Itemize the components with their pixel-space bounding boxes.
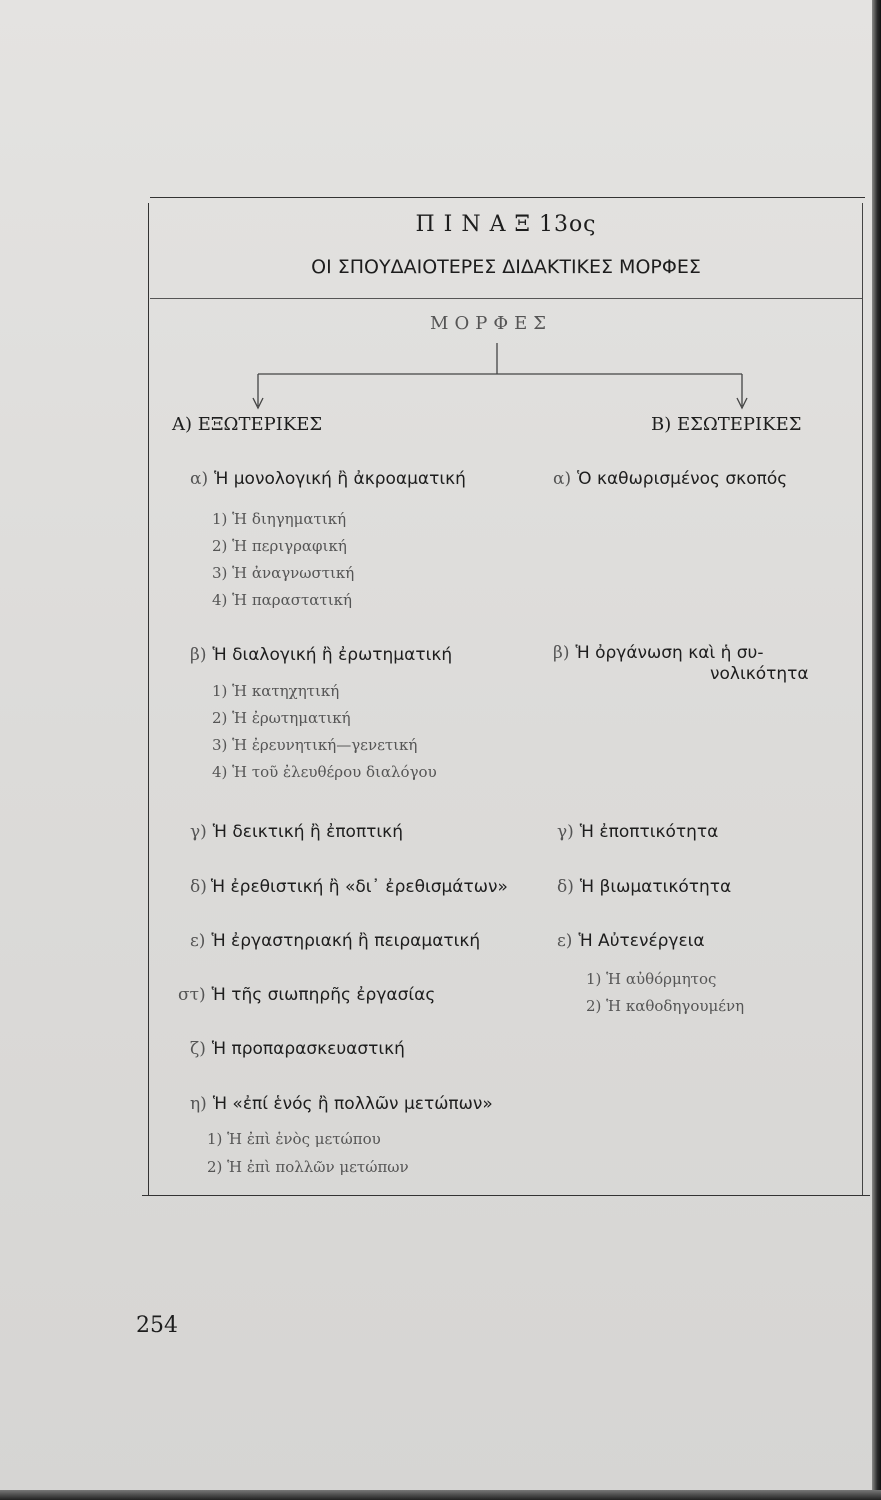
right-d-text: Ἡ βιωματικότητα xyxy=(579,877,732,897)
left-item-z xyxy=(190,1039,405,1059)
left-st-label: στ) xyxy=(178,985,206,1005)
right-d-label: δ) xyxy=(557,877,574,897)
left-d-text: Ἡ ἐρεθιστική ἢ «δι᾽ ἐρεθισμάτων» xyxy=(210,877,508,897)
left-h-text: Ἡ «ἐπί ἑνός ἢ πολλῶν μετώπων» xyxy=(212,1094,493,1114)
left-st-text: Ἡ τῆς σιωπηρῆς ἐργασίας xyxy=(211,985,436,1005)
left-a-text: Ἡ μονολογική ἢ ἀκροαματική xyxy=(214,469,466,489)
tree-root-label: ΜΟΡΦΕΣ xyxy=(430,313,552,334)
right-e-text: Ἡ Αὐτενέργεια xyxy=(578,931,705,951)
left-z-label: ζ) xyxy=(190,1039,206,1059)
left-b-label: β) xyxy=(190,645,207,665)
left-b-sub-4: 4) Ἡ τοῦ ἐλευθέρου διαλόγου xyxy=(212,763,437,781)
left-item-g xyxy=(190,822,403,842)
left-e-label: ε) xyxy=(190,931,206,951)
left-b-sub-3: 3) Ἡ ἐρευνητική—γενετική xyxy=(212,736,418,754)
right-b-label: β) xyxy=(553,643,570,663)
left-item-b xyxy=(190,645,452,665)
left-b-sub-1: 1) Ἡ κατηχητική xyxy=(212,682,340,700)
left-h-sub-2: 2) Ἡ ἐπὶ πολλῶν μετώπων xyxy=(207,1158,409,1176)
left-z-text: Ἡ προπαρασκευαστική xyxy=(211,1039,405,1059)
left-item-st xyxy=(178,985,435,1005)
right-e-label: ε) xyxy=(557,931,573,951)
right-b-text-2: νολικότητα xyxy=(710,664,809,684)
right-a-label: α) xyxy=(553,469,572,489)
right-item-a xyxy=(553,469,787,489)
left-g-text: Ἡ δεικτική ἢ ἐποπτική xyxy=(212,822,403,842)
left-g-label: γ) xyxy=(190,822,207,842)
left-a-label: α) xyxy=(190,469,209,489)
right-item-e xyxy=(557,931,705,951)
left-d-label: δ) xyxy=(190,877,207,897)
right-e-sub-2: 2) Ἡ καθοδηγουμένη xyxy=(586,997,745,1015)
left-item-a xyxy=(190,469,466,489)
left-b-sub-2: 2) Ἡ ἐρωτηματική xyxy=(212,709,351,727)
left-a-sub-4: 4) Ἡ παραστατική xyxy=(212,591,352,609)
left-item-d xyxy=(190,877,508,897)
left-a-sub-2: 2) Ἡ περιγραφική xyxy=(212,537,347,555)
right-item-d xyxy=(557,877,731,897)
right-item-g xyxy=(557,822,718,842)
right-g-label: γ) xyxy=(557,822,574,842)
table-subtitle: ΟΙ ΣΠΟΥΔΑΙΟΤΕΡΕΣ ΔΙΔΑΚΤΙΚΕΣ ΜΟΡΦΕΣ xyxy=(311,256,701,278)
right-heading: Β) ΕΣΩΤΕΡΙΚΕΣ xyxy=(651,414,802,435)
right-a-text: Ὁ καθωρισμένος σκοπός xyxy=(577,469,788,489)
left-e-text: Ἡ ἐργαστηριακή ἢ πειραματική xyxy=(211,931,481,951)
right-item-b xyxy=(553,643,764,663)
right-g-text: Ἡ ἐποπτικότητα xyxy=(579,822,719,842)
left-item-e xyxy=(190,931,480,951)
left-heading: Α) ΕΞΩΤΕΡΙΚΕΣ xyxy=(172,414,323,435)
left-a-sub-1: 1) Ἡ διηγηματική xyxy=(212,510,347,528)
right-e-sub-1: 1) Ἡ αὐθόρμητος xyxy=(586,970,717,988)
left-item-h xyxy=(190,1094,493,1114)
left-b-text: Ἡ διαλογική ἢ ἐρωτηματική xyxy=(212,645,453,665)
page-number: 254 xyxy=(136,1313,178,1338)
table-title: Π Ι Ν Α Ξ 13ος xyxy=(415,212,597,237)
left-a-sub-3: 3) Ἡ ἀναγνωστική xyxy=(212,564,355,582)
right-b-text-1: Ἡ ὀργάνωση καὶ ἡ συ- xyxy=(575,643,764,663)
left-h-label: η) xyxy=(190,1094,207,1114)
left-h-sub-1: 1) Ἡ ἐπὶ ἑνὸς μετώπου xyxy=(207,1130,381,1148)
